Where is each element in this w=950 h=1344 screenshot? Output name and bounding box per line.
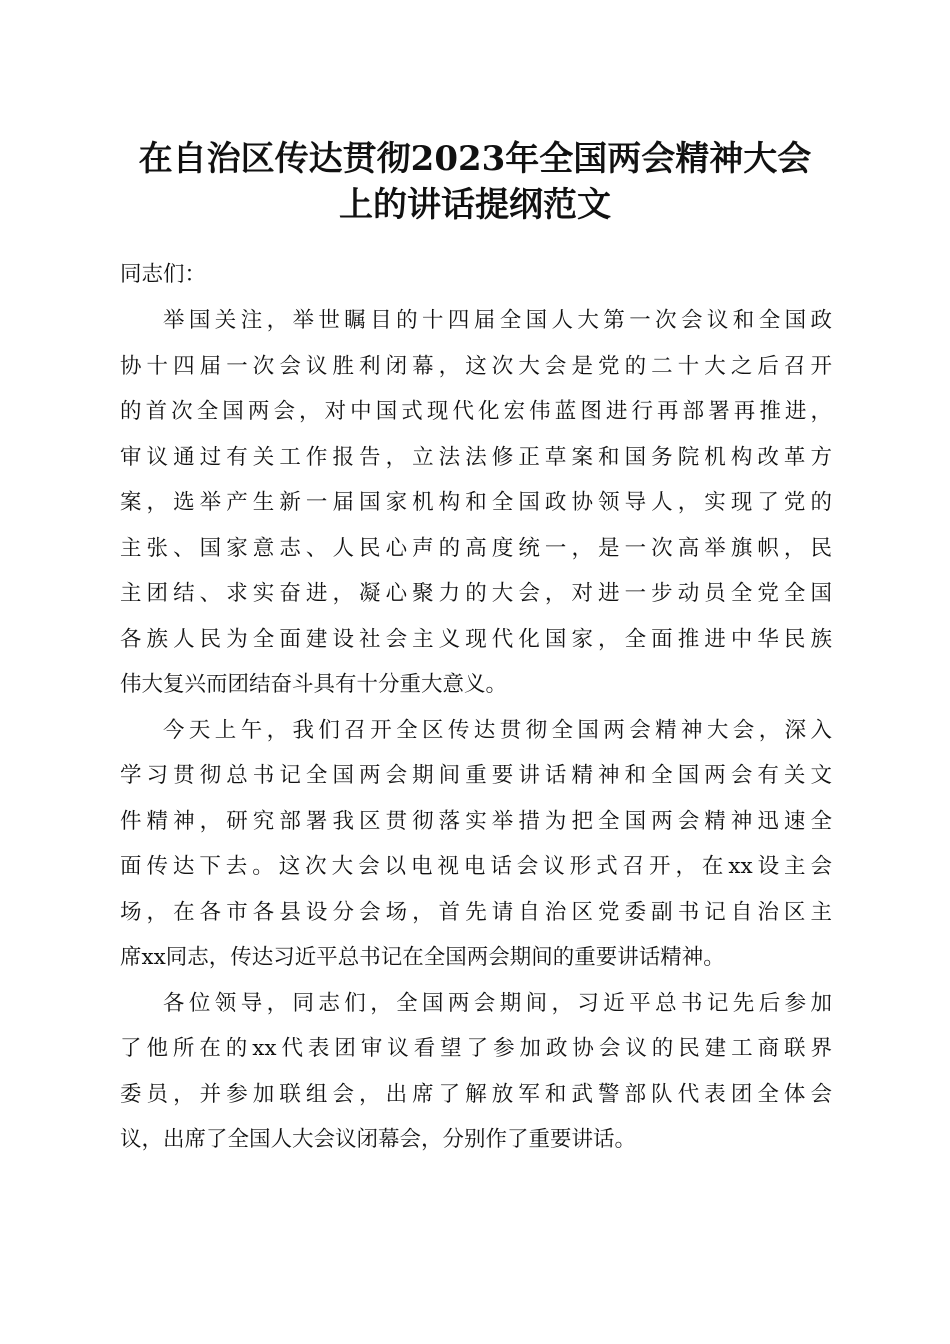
paragraph-line: 委员，并参加联组会，出席了解放军和武警部队代表团全体会 bbox=[120, 1081, 832, 1107]
paragraph-1 bbox=[120, 298, 832, 708]
paragraph-line: 今天上午，我们召开全区传达贯彻全国两会精神大会，深入 bbox=[163, 717, 832, 743]
paragraph-line: 件精神，研究部署我区贯彻落实举措为把全国两会精神迅速全 bbox=[120, 808, 832, 834]
paragraph-line: 学习贯彻总书记全国两会期间重要讲话精神和全国两会有关文 bbox=[120, 763, 832, 788]
paragraph-line: 协十四届一次会议胜利闭幕，这次大会是党的二十大之后召开 bbox=[120, 353, 832, 379]
paragraph-line: 场，在各市各县设分会场，首先请自治区党委副书记自治区主 bbox=[120, 899, 832, 925]
paragraph-3 bbox=[120, 981, 832, 1163]
paragraph-line: 席xx同志，传达习近平总书记在全国两会期间的重要讲话精神。 bbox=[120, 945, 725, 970]
paragraph-line: 的首次全国两会，对中国式现代化宏伟蓝图进行再部署再推进， bbox=[120, 399, 832, 424]
paragraph-2 bbox=[120, 708, 832, 981]
paragraph-line: 面传达下去。这次大会以电视电话会议形式召开，在xx设主会 bbox=[120, 854, 832, 879]
paragraph-line: 举国关注，举世瞩目的十四届全国人大第一次会议和全国政 bbox=[163, 308, 832, 333]
document-title bbox=[100, 136, 850, 228]
paragraph-line: 各族人民为全面建设社会主义现代化国家，全面推进中华民族 bbox=[120, 626, 832, 652]
paragraph-line: 了他所在的xx代表团审议看望了参加政协会议的民建工商联界 bbox=[120, 1036, 832, 1061]
paragraph-line: 议，出席了全国人大会议闭幕会，分别作了重要讲话。 bbox=[120, 1127, 637, 1152]
paragraph-line: 各位领导，同志们，全国两会期间，习近平总书记先后参加 bbox=[163, 990, 832, 1016]
title-line: 在自治区传达贯彻2023年全国两会精神大会 bbox=[138, 139, 812, 179]
document-body bbox=[120, 252, 832, 1163]
paragraph-line: 伟大复兴而团结奋斗具有十分重大意义。 bbox=[120, 672, 508, 697]
title-line: 上的讲话提纲范文 bbox=[339, 185, 611, 225]
paragraph-line: 主张、国家意志、人民心声的高度统一，是一次高举旗帜，民 bbox=[120, 535, 832, 561]
salutation: 同志们： bbox=[120, 262, 207, 287]
paragraph-line: 案，选举产生新一届国家机构和全国政协领导人，实现了党的 bbox=[120, 490, 832, 515]
paragraph-line: 主团结、求实奋进，凝心聚力的大会，对进一步动员全党全国 bbox=[120, 581, 832, 606]
paragraph-line: 审议通过有关工作报告，立法法修正草案和国务院机构改革方 bbox=[120, 444, 832, 470]
